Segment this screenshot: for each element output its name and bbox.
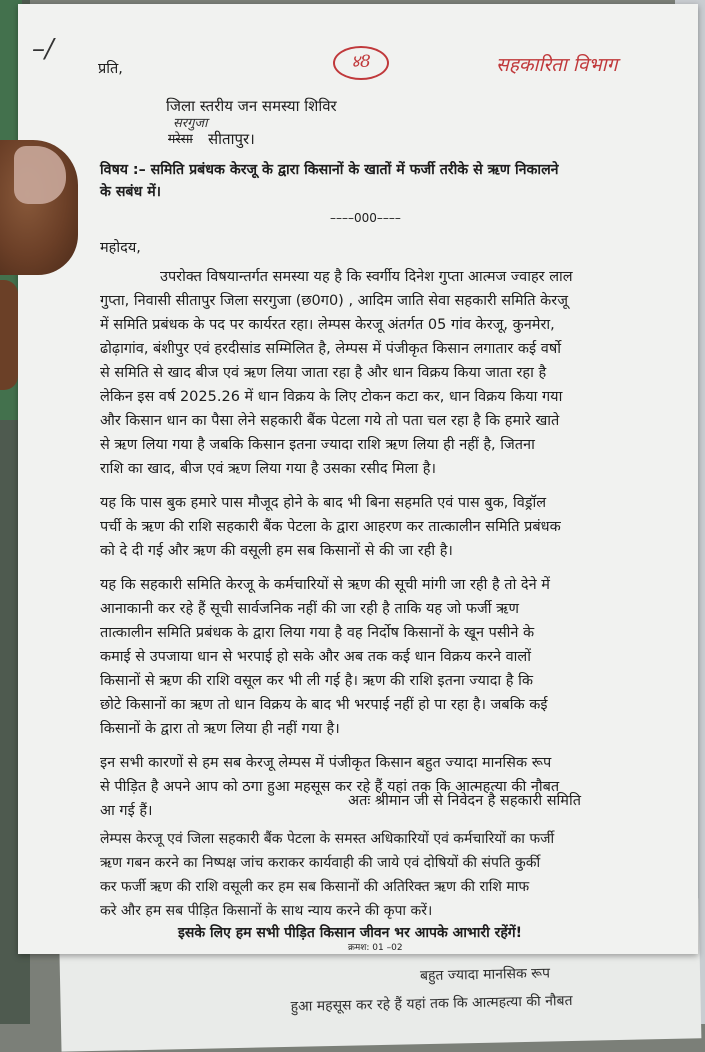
para2-line: पर्ची के ऋण की राशि सहकारी बैंक पेटला के द्वारा आहरण कर तात्कालीन समिति प्रबंधक <box>100 519 561 535</box>
letter-page <box>18 4 698 954</box>
separator: ––––000–––– <box>330 211 401 225</box>
para5-line: ऋण गबन करने का निष्पक्ष जांच कराकर कार्यवाही की जाये एवं दोषियों की संपति कुर्की <box>100 855 541 871</box>
para3-line: छोटे किसानों का ऋण तो धान विक्रय के बाद भी भरपाई नहीं हो पा रहा है। जबकि कई <box>100 697 548 713</box>
request-line: अतः श्रीमान जी से निवेदन है सहकारी समिति <box>348 793 581 809</box>
para1-line: राशि का खाद, बीज एवं ऋण लिया गया है उसका रसीद मिला है। <box>100 461 436 477</box>
handwritten-department-note: सहकारिता विभाग <box>496 54 618 76</box>
closing-line: इसके लिए हम सभी पीड़ित किसान जीवन भर आपके आभारी रहेंगें! <box>178 925 523 941</box>
prati-label: प्रति, <box>98 61 123 77</box>
para2-line: को दे दी गई और ऋण की वसूली हम सब किसानों से की जा रही है। <box>100 543 453 559</box>
para3-line: किसानों के द्वारा तो ऋण लिया ही नहीं गया है। <box>100 721 340 737</box>
para1-line: और किसान धान का पैसा लेने सहकारी बैंक पेटला गये तो पता चल रहा है कि हमारे खाते <box>100 413 560 429</box>
second-page-line-2: हुआ महसूस कर रहे हैं यहां तक कि आत्महत्या की नौबत <box>290 992 573 1015</box>
para1-line: से समिति से खाद बीज एवं ऋण लिया जाता रहा है और धान विक्रय किया जाता रहा है <box>100 365 547 381</box>
addressee-struck-word: गरेसा <box>168 132 193 147</box>
para4-line: इन सभी कारणों से हम सब केरजू लेम्पस में पंजीकृत किसान बहुत ज्यादा मानसिक रूप <box>100 755 552 771</box>
finger <box>0 280 18 390</box>
second-page-line-1: बहुत ज्यादा मानसिक रूप <box>419 965 551 985</box>
para3-line: किसानों से ऋण की राशि वसूल कर भी ली गई है। ऋण की राशि इतना ज्यादा है कि <box>100 673 533 689</box>
para1-line: उपरोक्त विषयान्तर्गत समस्या यह है कि स्वर्गीय दिनेश गुप्ता आत्मज ज्वाहर लाल <box>160 269 573 285</box>
para5-line: लेम्पस केरजू एवं जिला सहकारी बैंक पेटला के समस्त अधिकारियों एवं कर्मचारियों का फर्जी <box>100 831 555 847</box>
handwritten-correction: सरगुजा <box>173 116 208 131</box>
handwritten-marks: –/ <box>32 34 54 64</box>
para1-line: गुप्ता, निवासी सीतापुर जिला सरगुजा (छ0ग0) , आदिम जाति सेवा सहकारी समिति केरजू <box>100 293 568 309</box>
para4-line: से पीड़ित है अपने आप को ठगा हुआ महसूस कर रहे हैं यहां तक कि आत्महत्या की नौबत <box>100 779 560 795</box>
para1-line: लेकिन इस वर्ष 2025.26 में धान विक्रय के लिए टोकन कटा कर, धान विक्रय किया गया <box>100 389 563 405</box>
para5-line: कर फर्जी ऋण की राशि वसूली कर हम सब किसानों की अतिरिक्त ऋण की राशि माफ <box>100 879 530 895</box>
para5-line: करे और हम सब पीड़ित किसानों के साथ न्याय करने की कृपा करें। <box>100 903 433 919</box>
para3-line: आनाकानी कर रहे हैं सूची सार्वजनिक नहीं की जा रही है ताकि यह जो फर्जी ऋण <box>100 601 520 617</box>
addressee-line-1: जिला स्तरीय जन समस्या शिविर <box>166 97 337 115</box>
page-marker: क्रमश: 01 –02 <box>348 943 403 953</box>
para1-line: से ऋण लिया गया है जबकि किसान इतना ज्यादा राशि ऋण लिया ही नहीं है, जितना <box>100 437 535 453</box>
para1-line: में समिति प्रबंधक के पद पर कार्यरत रहा। लेम्पस केरजू अंतर्गत 05 गांव केरजू, कुनमेरा, <box>100 317 555 333</box>
para3-line: कमाई से उपजाया धान से भरपाई हो सके और अब तक कई धान विक्रय करने वालों <box>100 649 532 665</box>
para4-line: आ गई हैं। <box>100 803 153 819</box>
para2-line: यह कि पास बुक हमारे पास मौजूद होने के बाद भी बिना सहमति एवं पास बुक, विड्रॉल <box>100 495 547 511</box>
salutation: महोदय, <box>100 240 141 256</box>
subject-line-2: के सबंध में। <box>100 184 162 200</box>
para3-line: यह कि सहकारी समिति केरजू के कर्मचारियों से ऋण की सूची मांगी जा रही है तो देने में <box>100 577 550 593</box>
addressee-city: सीतापुर। <box>208 130 255 148</box>
subject-line-1: विषय :– समिति प्रबंधक केरजू के द्वारा किसानों के खातों में फर्जी तरीके से ऋण निकालने <box>100 162 559 178</box>
para1-line: ढोढ़ागांव, बंशीपुर एवं हरदीसांड सम्मिलित है, लेम्पस में पंजीकृत किसान लगातार कई वर्षो <box>100 341 561 357</box>
handwritten-number-circle: ४8 <box>333 46 389 80</box>
para3-line: तात्कालीन समिति प्रबंधक के द्वारा लिया गया है वह निर्दोष किसानों के खून पसीने के <box>100 625 535 641</box>
